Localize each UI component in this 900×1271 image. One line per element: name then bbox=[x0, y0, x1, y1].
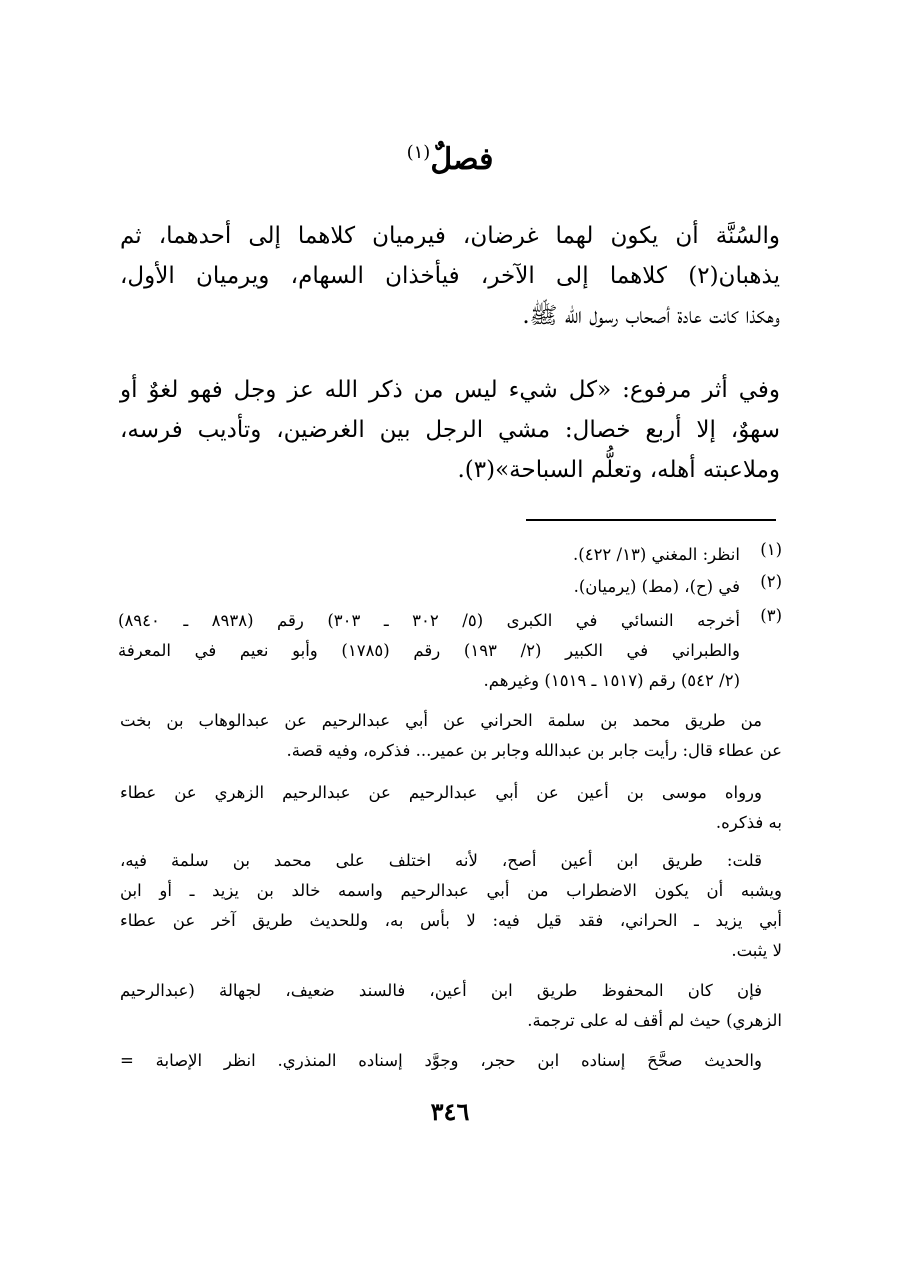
footnote-commentary-3 bbox=[120, 846, 782, 966]
section-heading bbox=[0, 138, 900, 182]
footnote-commentary-4 bbox=[120, 976, 782, 1036]
commentary-line: أبي يزيد ـ الحراني، فقد قيل فيه: لا بأس به، وللحديث طريق آخر عن عطاء bbox=[120, 911, 782, 930]
commentary-line: والحديث صحَّحَ إسناده ابن حجر، وجوَّد إسناده المنذري. انظر الإصابة = bbox=[120, 1051, 762, 1070]
footnote-number: (٢) bbox=[760, 572, 782, 591]
heading-title: فصلٌ bbox=[430, 142, 494, 177]
footnote-line: والطبراني في الكبير (٢/ ١٩٣) رقم (١٧٨٥) وأبو نعيم في المعرفة bbox=[118, 641, 740, 660]
footnote-line: أخرجه النسائي في الكبرى (٥/ ٣٠٢ ـ ٣٠٣) رقم (٨٩٣٨ ـ ٨٩٤٠) bbox=[118, 611, 740, 630]
footnote-commentary-5 bbox=[120, 1046, 782, 1076]
paragraph-line: سهوٌ، إلا أربع خصال: مشي الرجل بين الغرضين، وتأديب فرسه، bbox=[120, 417, 780, 443]
footnote-commentary-2 bbox=[120, 778, 782, 838]
footnote-commentary-1 bbox=[120, 706, 782, 766]
paragraph-1 bbox=[120, 216, 780, 336]
footnote-number: (١) bbox=[760, 540, 782, 559]
paragraph-line: وملاعبته أهله، وتعلُّم السباحة»(٣). bbox=[457, 457, 780, 483]
commentary-line: الزهري) حيث لم أقف له على ترجمة. bbox=[527, 1011, 782, 1030]
paragraph-2 bbox=[120, 370, 780, 490]
footnote-line: في (ح)، (مط) (يرميان). bbox=[573, 577, 740, 596]
footnote-line: انظر: المغني (١٣/ ٤٢٢). bbox=[573, 545, 740, 564]
heading-footnote-ref: (١) bbox=[406, 142, 431, 163]
commentary-line: فإن كان المحفوظ طريق ابن أعين، فالسند ضعيف، لجهالة (عبدالرحيم bbox=[120, 981, 762, 1000]
paragraph-line: وهكذا كانت عادة أصحاب رسول الله ﷺ. bbox=[522, 303, 780, 329]
footnote-number: (٣) bbox=[760, 606, 782, 625]
footnote-divider bbox=[526, 519, 776, 521]
footnote-line: (٢/ ٥٤٢) رقم (١٥١٧ ـ ١٥١٩) وغيرهم. bbox=[483, 671, 740, 690]
commentary-line: ويشبه أن يكون الاضطراب من أبي عبدالرحيم واسمه خالد بن يزيد ـ أو ابن bbox=[120, 881, 782, 900]
commentary-line: عن عطاء قال: رأيت جابر بن عبدالله وجابر بن عمير... فذكره، وفيه قصة. bbox=[286, 741, 782, 760]
commentary-line: من طريق محمد بن سلمة الحراني عن أبي عبدالرحيم عن عبدالوهاب بن بخت bbox=[120, 711, 762, 730]
page-number: ٣٤٦ bbox=[430, 1097, 470, 1126]
commentary-line: ورواه موسى بن أعين عن أبي عبدالرحيم عن عبدالرحيم الزهري عن عطاء bbox=[120, 783, 762, 802]
paragraph-line: يذهبان(٢) كلاهما إلى الآخر، فيأخذان السهام، ويرميان الأول، bbox=[120, 263, 780, 289]
commentary-line: لا يثبت. bbox=[731, 941, 782, 960]
paragraph-line: وفي أثر مرفوع: «كل شيء ليس من ذكر الله عز وجل فهو لغوٌ أو bbox=[120, 377, 780, 403]
paragraph-line: والسُنَّة أن يكون لهما غرضان، فيرميان كلاهما إلى أحدهما، ثم bbox=[120, 223, 780, 249]
commentary-line: قلت: طريق ابن أعين أصح، لأنه اختلف على محمد بن سلمة فيه، bbox=[120, 851, 762, 870]
commentary-line: به فذكره. bbox=[715, 813, 782, 832]
